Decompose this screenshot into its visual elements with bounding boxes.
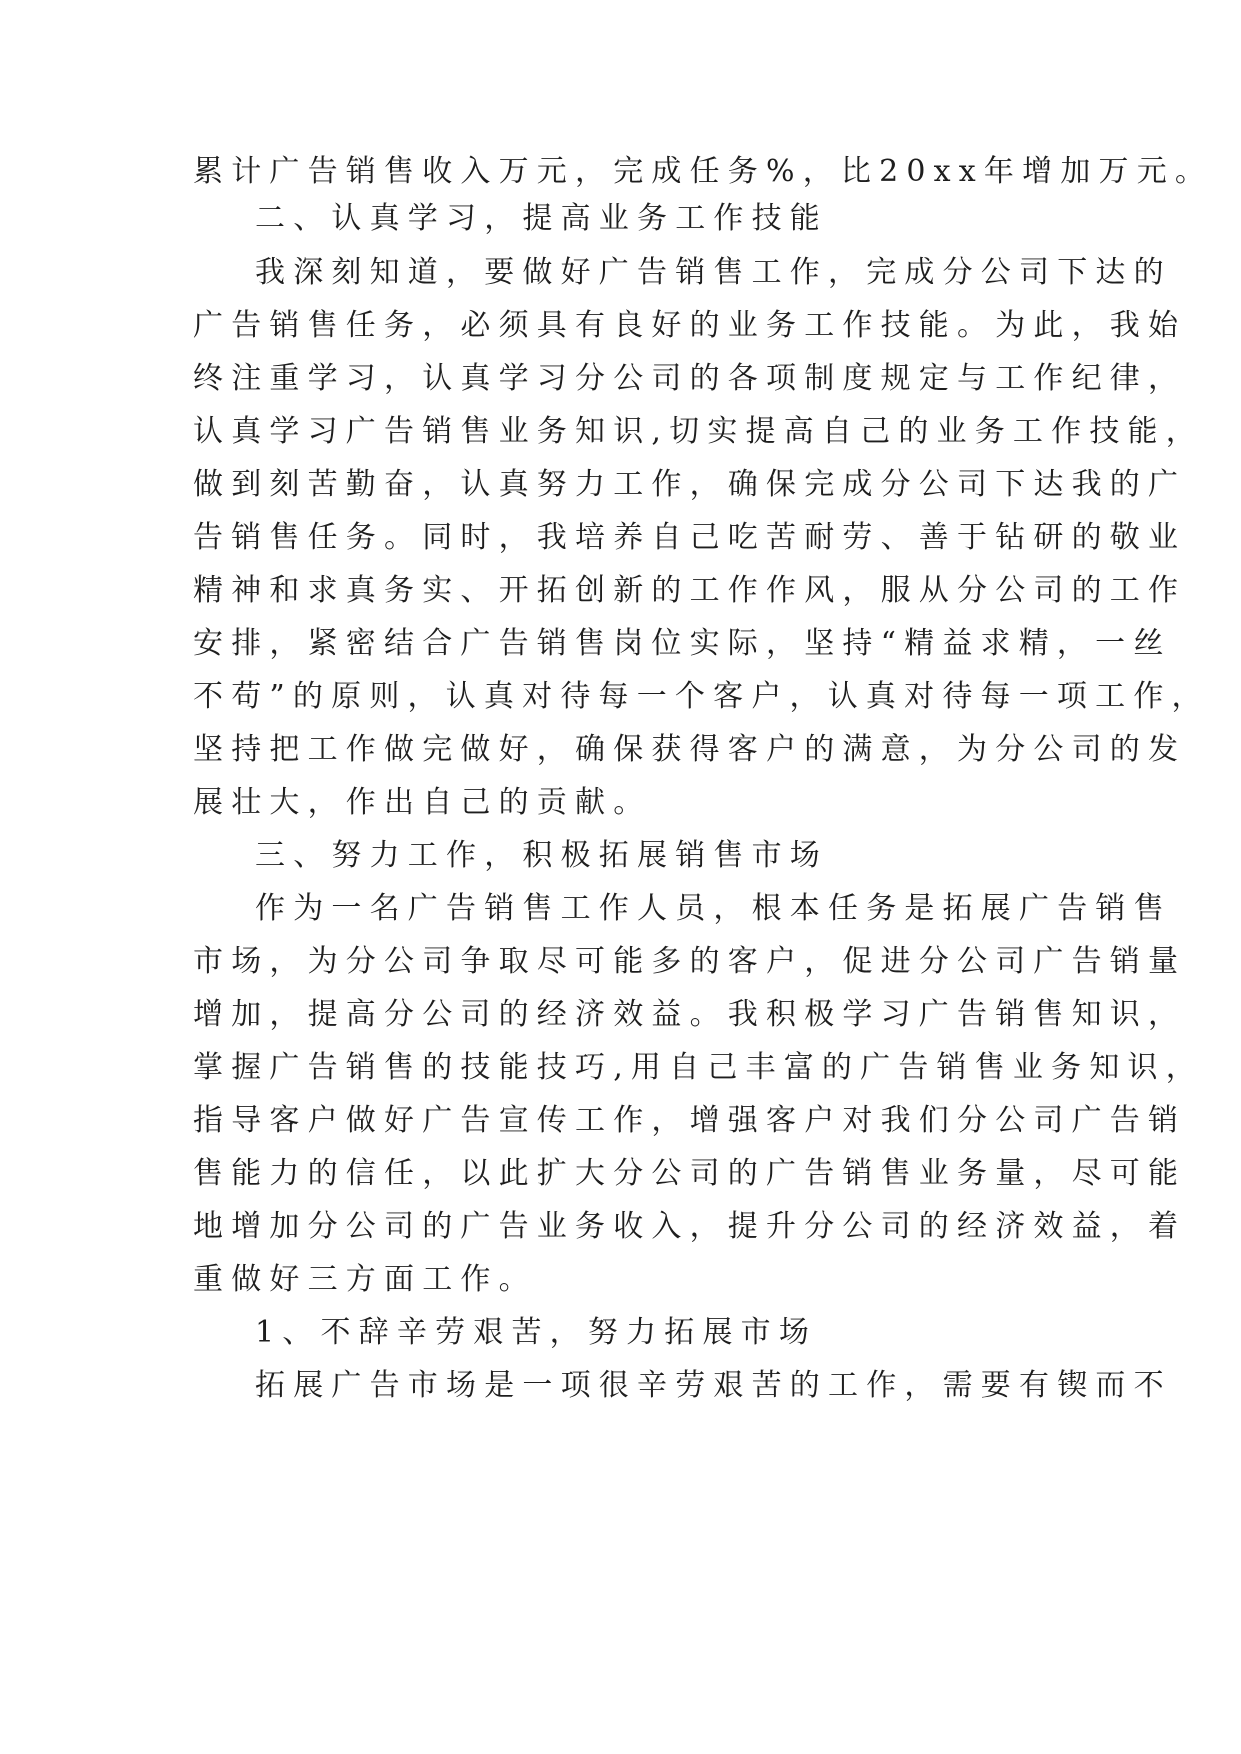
text-line: 认真学习广告销售业务知识,切实提高自己的业务工作技能， <box>193 414 1204 449</box>
text-line: 市场，为分公司争取尽可能多的客户，促进分公司广告销量 <box>193 944 1187 979</box>
text-line: 不苟”的原则，认真对待每一个客户，认真对待每一项工作， <box>193 679 1210 714</box>
text-line: 作为一名广告销售工作人员，根本任务是拓展广告销售 <box>255 891 1172 926</box>
text-line: 展壮大，作出自己的贡献。 <box>193 785 652 820</box>
text-line: 增加，提高分公司的经济效益。我积极学习广告销售知识， <box>193 997 1187 1032</box>
text-line: 我深刻知道，要做好广告销售工作，完成分公司下达的 <box>255 255 1172 290</box>
text-line: 做到刻苦勤奋，认真努力工作，确保完成分公司下达我的广 <box>193 467 1187 502</box>
text-line: 精神和求真务实、开拓创新的工作作风，服从分公司的工作 <box>193 573 1187 608</box>
text-line: 告销售任务。同时，我培养自己吃苦耐劳、善于钻研的敬业 <box>193 520 1187 555</box>
text-line: 重做好三方面工作。 <box>193 1262 537 1297</box>
text-line: 指导客户做好广告宣传工作，增强客户对我们分公司广告销 <box>193 1103 1187 1138</box>
text-line: 安排，紧密结合广告销售岗位实际，坚持“精益求精，一丝 <box>193 626 1172 661</box>
section-heading: 二、认真学习，提高业务工作技能 <box>255 201 828 236</box>
text-line: 地增加分公司的广告业务收入，提升分公司的经济效益，着 <box>193 1209 1187 1244</box>
text-line: 掌握广告销售的技能技巧,用自己丰富的广告销售业务知识， <box>193 1050 1204 1085</box>
text-line: 坚持把工作做完做好，确保获得客户的满意，为分公司的发 <box>193 732 1187 767</box>
subsection-heading: 1、不辞辛劳艰苦，努力拓展市场 <box>255 1315 818 1350</box>
text-line: 累计广告销售收入万元，完成任务%，比20xx年增加万元。 <box>193 154 1214 189</box>
text-line: 广告销售任务，必须具有良好的业务工作技能。为此，我始 <box>193 308 1187 343</box>
text-line: 售能力的信任，以此扩大分公司的广告销售业务量，尽可能 <box>193 1156 1187 1191</box>
section-heading: 三、努力工作，积极拓展销售市场 <box>255 838 828 873</box>
text-line: 拓展广告市场是一项很辛劳艰苦的工作，需要有锲而不 <box>255 1368 1172 1403</box>
text-line: 终注重学习，认真学习分公司的各项制度规定与工作纪律， <box>193 361 1187 396</box>
